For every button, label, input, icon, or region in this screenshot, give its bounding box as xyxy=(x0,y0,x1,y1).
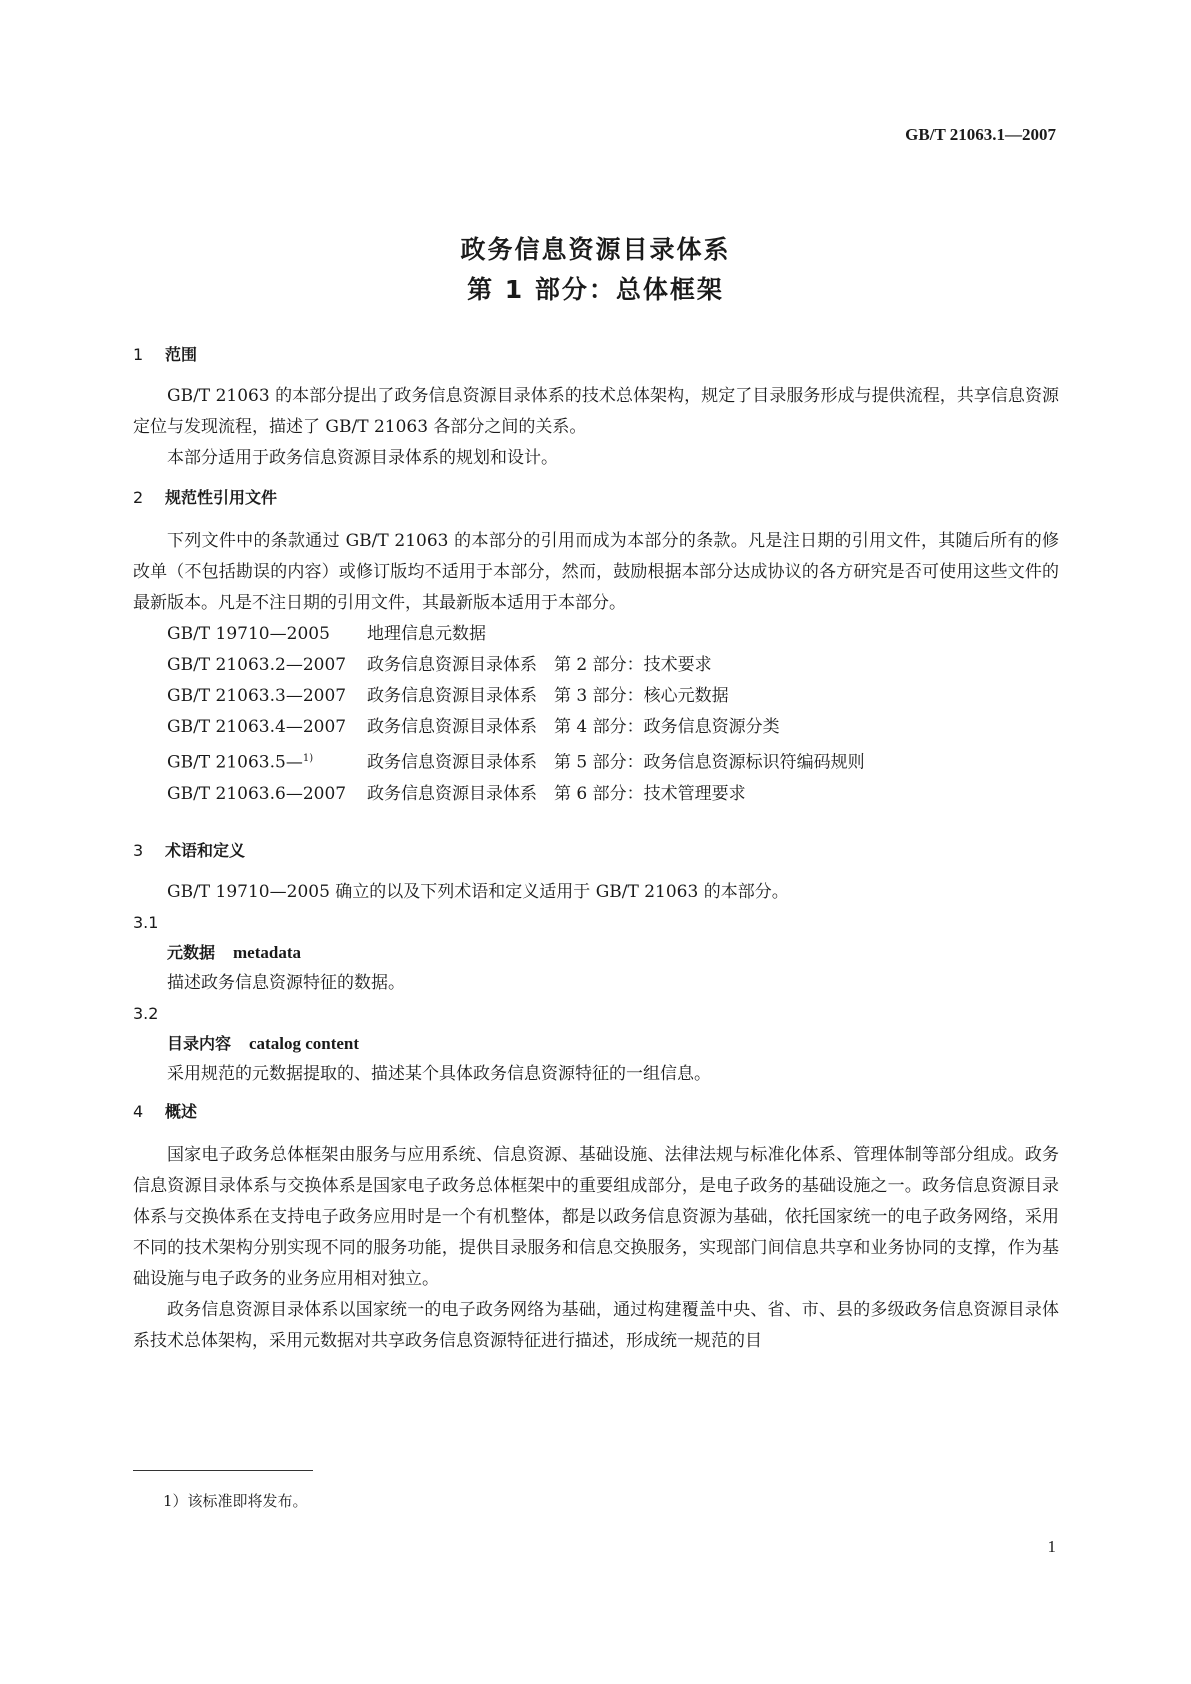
section-number: 3 xyxy=(133,841,144,860)
reference-title: 政务信息资源目录体系 第 3 部分：核心元数据 xyxy=(367,686,729,706)
reference-code: GB/T 19710—2005 xyxy=(167,624,330,644)
term-number: 3.2 xyxy=(133,1004,159,1023)
term-definition: 描述政务信息资源特征的数据。 xyxy=(167,973,405,993)
footnote-divider xyxy=(133,1470,313,1471)
section-title: 概述 xyxy=(165,1102,198,1121)
document-subtitle: 第 1 部分：总体框架 xyxy=(467,275,724,304)
reference-item xyxy=(133,779,1059,810)
paragraph: GB/T 21063 的本部分提出了政务信息资源目录体系的技术总体架构，规定了目录服务形成与提供流程，共享信息资源定位与发现流程，描述了 GB/T 21063 各部分之间的关系。 xyxy=(133,386,1059,437)
section-title: 术语和定义 xyxy=(165,841,246,860)
term-english: metadata xyxy=(233,943,301,962)
section-normative-references xyxy=(133,483,1059,810)
reference-title: 政务信息资源目录体系 第 5 部分：政务信息资源标识符编码规则 xyxy=(367,752,865,773)
term-definition: 采用规范的元数据提取的、描述某个具体政务信息资源特征的一组信息。 xyxy=(167,1064,711,1084)
paragraph: GB/T 19710—2005 确立的以及下列术语和定义适用于 GB/T 21063 的本部分。 xyxy=(167,882,789,902)
reference-title: 政务信息资源目录体系 第 4 部分：政务信息资源分类 xyxy=(367,717,780,737)
reference-item xyxy=(133,619,1059,650)
section-title: 范围 xyxy=(165,345,198,364)
reference-code: GB/T 21063.2—2007 xyxy=(167,655,347,675)
reference-title: 政务信息资源目录体系 第 6 部分：技术管理要求 xyxy=(367,783,746,804)
section-title: 规范性引用文件 xyxy=(165,488,278,507)
section-scope xyxy=(133,340,1059,474)
reference-code: GB/T 21063.4—2007 xyxy=(167,717,347,737)
term-entry xyxy=(133,938,1059,968)
reference-code: GB/T 21063.5— xyxy=(167,752,303,773)
section-number: 4 xyxy=(133,1102,144,1121)
section-terms-definitions xyxy=(133,836,1059,1090)
reference-item xyxy=(133,712,1059,743)
paragraph: 国家电子政务总体框架由服务与应用系统、信息资源、基础设施、法律法规与标准化体系、管理体制等部分组成。政务信息资源目录体系与交换体系是国家电子政务总体框架中的重要组成部分，是电子政务的基础设施之一。政务信息资源目录体系与交换体系在支持电子政务应用时是一个有机整体，都是以政务信息资源为基础，依托国家统一的电子政务网络，采用不同的技术架构分别实现不同的服务功能，提供目录服务和信息交换服务，实现部门间信息共享和业务协同的支撑，作为基础设施与电子政务的业务应用相对独立。 xyxy=(133,1145,1059,1289)
term-english: catalog content xyxy=(249,1034,360,1053)
term-entry xyxy=(133,1029,1059,1059)
term-chinese: 目录内容 xyxy=(167,1034,232,1053)
reference-title: 地理信息元数据 xyxy=(367,624,486,644)
section-number: 1 xyxy=(133,345,144,364)
footnote-marker: 1) xyxy=(302,753,314,764)
reference-item xyxy=(133,681,1059,712)
reference-code: GB/T 21063.6—2007 xyxy=(167,783,347,804)
paragraph: 本部分适用于政务信息资源目录体系的规划和设计。 xyxy=(167,448,558,468)
section-overview xyxy=(133,1097,1059,1357)
standard-code: GB/T 21063.1—2007 xyxy=(905,125,1056,144)
section-heading xyxy=(133,483,1059,513)
section-heading xyxy=(133,1097,1059,1127)
section-number: 2 xyxy=(133,488,144,507)
term-number: 3.1 xyxy=(133,913,159,932)
section-heading xyxy=(133,836,1059,866)
paragraph: 下列文件中的条款通过 GB/T 21063 的本部分的引用而成为本部分的条款。凡是注日期的引用文件，其随后所有的修改单（不包括勘误的内容）或修订版均不适用于本部分，然而，鼓励根据本部分达成协议的各方研究是否可使用这些文件的最新版本。凡是不注日期的引用文件，其最新版本适用于本部分。 xyxy=(133,531,1059,613)
reference-item xyxy=(133,743,1059,779)
document-title: 政务信息资源目录体系 xyxy=(460,235,731,264)
page-number: 1 xyxy=(1047,1537,1056,1556)
paragraph: 政务信息资源目录体系以国家统一的电子政务网络为基础，通过构建覆盖中央、省、市、县的多级政务信息资源目录体系技术总体架构，采用元数据对共享政务信息资源特征进行描述，形成统一规范的目 xyxy=(133,1300,1059,1351)
footnote: 1）该标准即将发布。 xyxy=(163,1492,308,1510)
reference-title: 政务信息资源目录体系 第 2 部分：技术要求 xyxy=(367,655,712,675)
term-chinese: 元数据 xyxy=(167,943,216,962)
reference-item xyxy=(133,650,1059,681)
section-heading xyxy=(133,340,1059,370)
reference-code: GB/T 21063.3—2007 xyxy=(167,686,347,706)
